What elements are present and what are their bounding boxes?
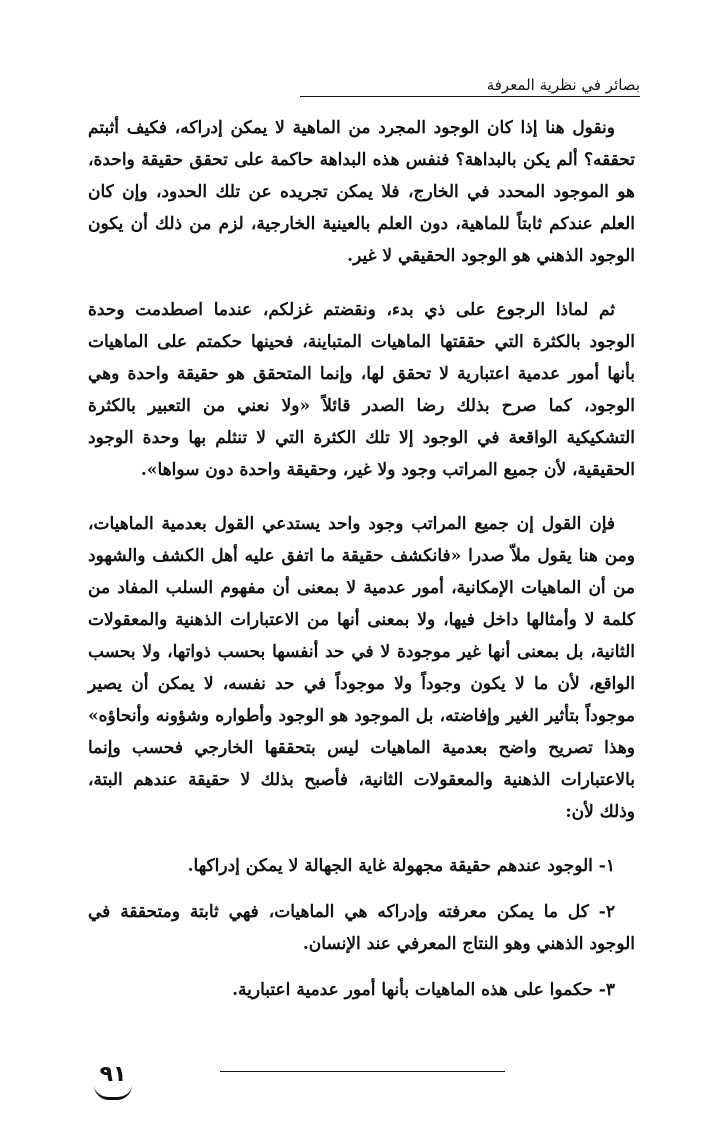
- body-text: [88, 112, 635, 1020]
- list-item-3: ٣- حكموا على هذه الماهيات بأنها أمور عدمية اعتبارية.: [232, 980, 615, 1000]
- running-header: [300, 72, 640, 97]
- list-item-1: ١- الوجود عندهم حقيقة مجهولة غاية الجهالة لا يمكن إدراكها.: [187, 856, 615, 876]
- page-number: ٩١: [99, 1062, 127, 1087]
- page-number-badge: [88, 1062, 138, 1102]
- crescent-ornament-icon: [94, 1085, 132, 1100]
- footer-divider: [220, 1071, 505, 1072]
- list-item-2: ٢- كل ما يمكن معرفته وإدراكه هي الماهيات، فهي ثابتة ومتحققة في الوجود الذهني وهو النتاج المعرفي عند الإنسان.: [88, 902, 635, 954]
- paragraph-3: فإن القول إن جميع المراتب وجود واحد يستدعي القول بعدمية الماهيات، ومن هنا يقول ملاّ صدرا «فانكشف حقيقة ما اتفق عليه أهل الكشف والشهود من أن الماهيات الإمكانية، أمور عدمية لا بمعنى أن مفهوم السلب المفاد من كلمة لا وأمثالها داخل فيها، ولا بمعنى أنها من الاعتبارات الذهنية والمعقولات الثانية، بل بمعنى أنها غير موجودة لا في حد أنفسها بحسب ذواتها، ولا بحسب الواقع، لأن ما لا يكون وجوداً ولا موجوداً في حد نفسه، لا يمكن أن يصير موجوداً بتأثير الغير وإفاضته، بل الموجود هو الوجود وأطواره وشؤونه وأنحاؤه» وهذا تصريح واضح بعدمية الماهيات ليس بتحققها الخارجي فحسب وإنما بالاعتبارات الذهنية والمعقولات الثانية، فأصبح بذلك لا حقيقة عندهم البتة، وذلك لأن:: [88, 514, 635, 822]
- paragraph-2: ثم لماذا الرجوع على ذي بدء، ونقضتم غزلكم، عندما اصطدمت وحدة الوجود بالكثرة التي حققتها الماهيات المتباينة، فحينها حكمتم على الماهيات بأنها أمور عدمية اعتبارية لا تحقق لها، وإنما المتحقق هو حقيقة واحدة وهي الوجود، كما صرح بذلك رضا الصدر قائلاً «ولا نعني من التعبير بالكثرة التشكيكية الواقعة في الوجود إلا تلك الكثرة التي لا تنثلم بها وحدة الوجود الحقيقية، لأن جميع المراتب وجود ولا غير، وحقيقة واحدة دون سواها».: [88, 300, 635, 480]
- header-title: بصائر في نظرية المعرفة: [486, 76, 640, 94]
- paragraph-1: ونقول هنا إذا كان الوجود المجرد من الماهية لا يمكن إدراكه، فكيف أثبتم تحققه؟ ألم يكن بالبداهة؟ فنفس هذه البداهة حاكمة على تحقق حقيقة واحدة، هو الموجود المحدد في الخارج، فلا يمكن تجريده عن تلك الحدود، وإن كان العلم عندكم ثابتاً للماهية، دون العلم بالعينية الخارجية، لزم من ذلك أن يكون الوجود الذهني هو الوجود الحقيقي لا غير.: [88, 118, 635, 266]
